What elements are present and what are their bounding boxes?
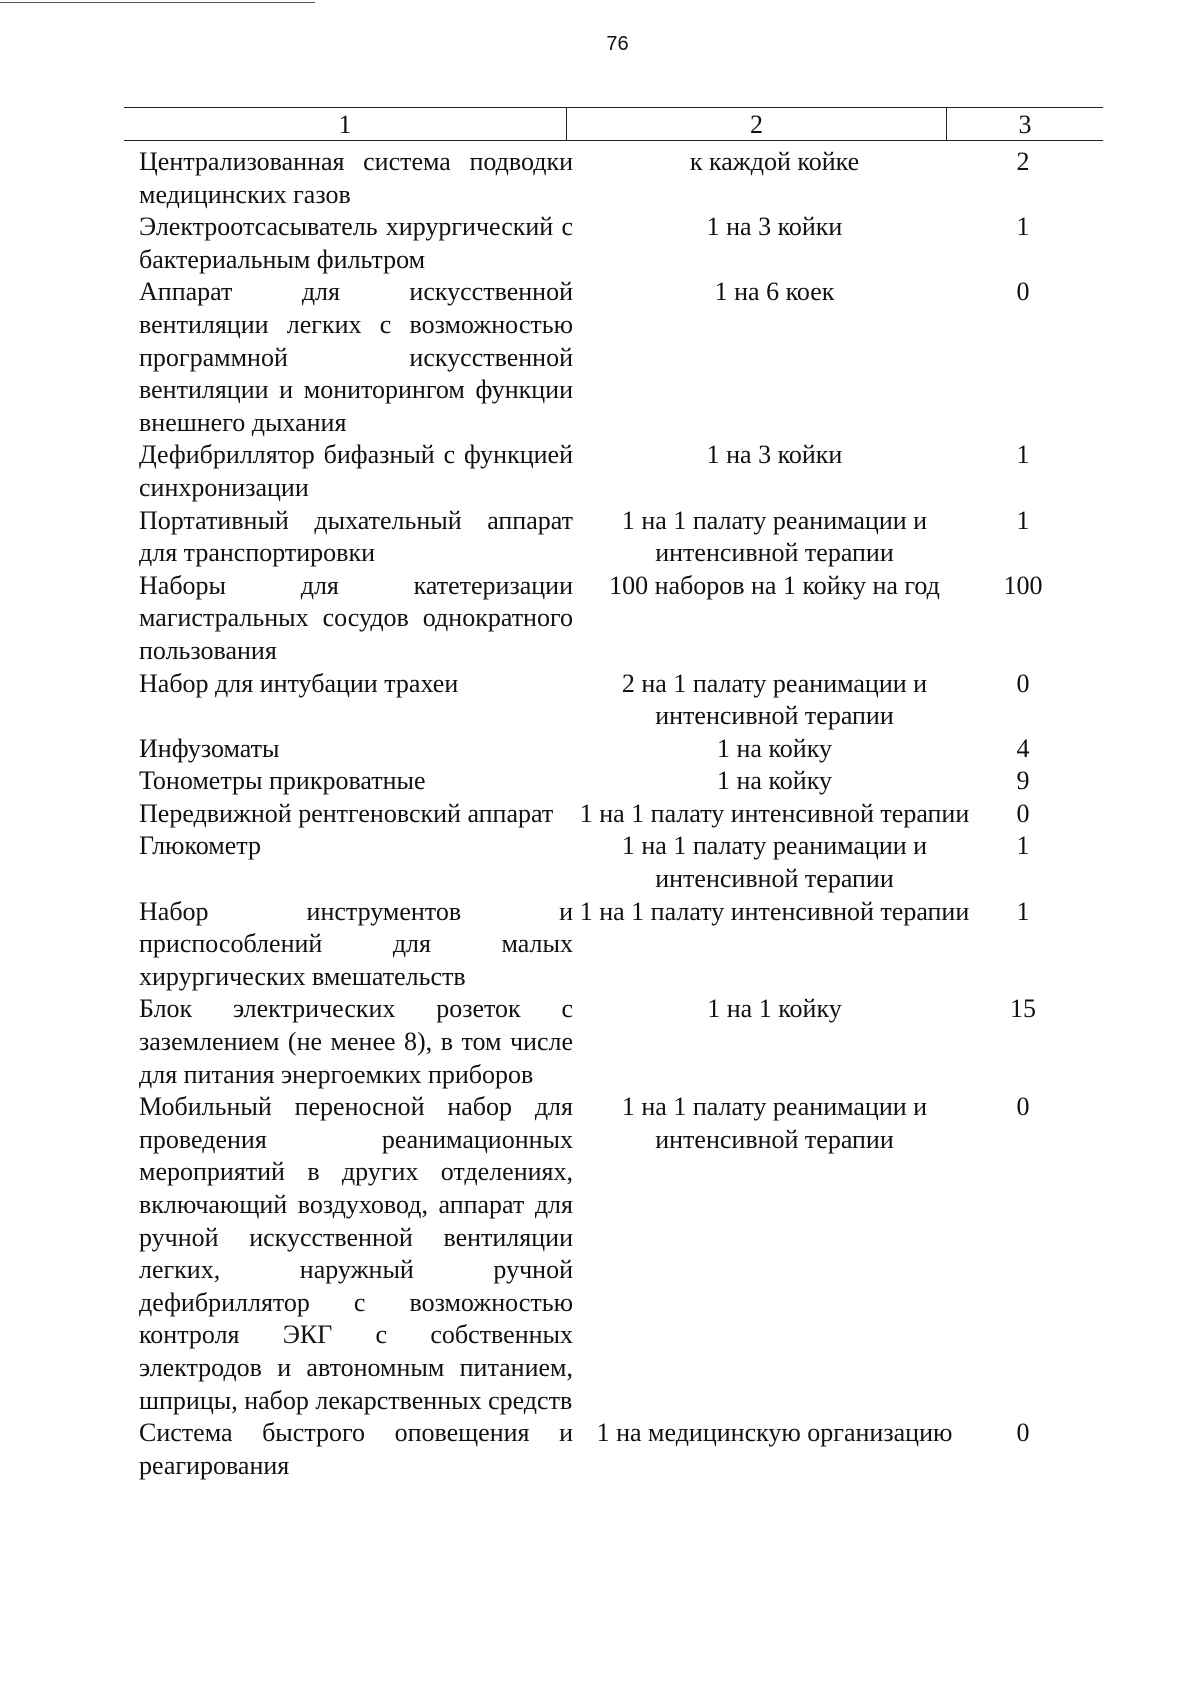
column-header-2: 2: [567, 108, 947, 140]
equipment-quantity-cell: 4: [1016, 733, 1030, 763]
table-row: [124, 211, 1103, 276]
column-header-1: 1: [124, 108, 567, 140]
equipment-quantity-cell: 0: [1016, 798, 1030, 828]
table-row: [124, 896, 1103, 994]
table-header-row: [124, 107, 1103, 141]
equipment-norm-cell: 1 на 1 койку: [707, 994, 842, 1024]
equipment-quantity-cell: 0: [1016, 668, 1030, 698]
equipment-norm-cell: 1 на 1 палату реанимации и интенсивной терапии: [621, 1092, 928, 1154]
equipment-norm-cell: 1 на 1 палату интенсивной терапии: [579, 798, 970, 828]
equipment-quantity-cell: 2: [1016, 147, 1030, 176]
equipment-name-cell: Система быстрого оповещения и реагирования: [139, 1418, 573, 1480]
equipment-norm-cell: 2 на 1 палату реанимации и интенсивной терапии: [621, 668, 928, 731]
equipment-quantity-cell: 100: [1003, 570, 1043, 600]
table-row: [124, 146, 1103, 211]
table-row: [124, 439, 1103, 504]
equipment-name-cell: Мобильный переносной набор для проведения реанимационных мероприятий в других отделениях, включающий воздуховод, аппарат для ручной искусственной вентиляции легких, наружный ручной дефибриллятор с возможностью контроля ЭКГ с собственных электродов и автономным питанием, шприцы, набор лекарственных средств: [139, 1092, 573, 1415]
equipment-quantity-cell: 9: [1016, 766, 1030, 796]
table-row: [124, 570, 1103, 668]
table-row: [124, 993, 1103, 1091]
equipment-norm-cell: 1 на 1 палату реанимации и интенсивной терапии: [621, 505, 928, 568]
equipment-quantity-cell: 1: [1016, 896, 1030, 926]
equipment-norm-cell: 100 наборов на 1 койку на год: [609, 570, 940, 600]
equipment-name-cell: Наборы для катетеризации магистральных сосудов однократного пользования: [139, 570, 573, 665]
equipment-quantity-cell: 15: [1010, 994, 1036, 1024]
equipment-quantity-cell: 0: [1016, 1418, 1030, 1448]
equipment-norm-cell: 1 на койку: [717, 766, 832, 796]
table-row: [124, 798, 1103, 831]
equipment-name-cell: Централизованная система подводки медицинских газов: [139, 147, 573, 209]
equipment-name-cell: Глюкометр: [139, 831, 261, 861]
table-row: [124, 1091, 1103, 1417]
equipment-norm-cell: 1 на 6 коек: [714, 277, 835, 307]
equipment-norm-cell: 1 на 3 койки: [706, 440, 843, 470]
equipment-name-cell: Передвижной рентгеновский аппарат: [139, 798, 554, 828]
table-row: [124, 668, 1103, 733]
equipment-name-cell: Набор инструментов и приспособлений для малых хирургических вмешательств: [139, 896, 573, 991]
equipment-name-cell: Набор для интубации трахеи: [139, 668, 459, 698]
table-row: [124, 505, 1103, 570]
table-row: [124, 276, 1103, 439]
equipment-norm-cell: 1 на койку: [717, 733, 832, 763]
table-row: [124, 1417, 1103, 1482]
equipment-quantity-cell: 0: [1016, 277, 1030, 307]
equipment-quantity-cell: 1: [1016, 831, 1030, 861]
equipment-name-cell: Портативный дыхательный аппарат для транспортировки: [139, 505, 573, 568]
page-number: 76: [606, 33, 629, 55]
column-header-3: 3: [1018, 110, 1032, 139]
table-body: [124, 146, 1103, 1482]
equipment-name-cell: Дефибриллятор бифазный с функцией синхронизации: [139, 440, 573, 502]
equipment-norm-cell: 1 на 3 койки: [706, 212, 843, 242]
equipment-quantity-cell: 1: [1016, 505, 1030, 535]
equipment-name-cell: Тонометры прикроватные: [139, 766, 426, 796]
equipment-quantity-cell: 1: [1016, 440, 1030, 470]
equipment-name-cell: Аппарат для искусственной вентиляции легких с возможностью программной искусственной вентиляции и мониторингом функции внешнего дыхания: [139, 277, 573, 437]
table-row: [124, 733, 1103, 766]
table-row: [124, 830, 1103, 895]
equipment-quantity-cell: 0: [1016, 1092, 1030, 1122]
equipment-name-cell: Электроотсасыватель хирургический с бактериальным фильтром: [139, 212, 573, 274]
equipment-name-cell: Инфузоматы: [139, 733, 280, 763]
equipment-name-cell: Блок электрических розеток с заземлением (не менее 8), в том числе для питания энергоемких приборов: [139, 994, 573, 1089]
equipment-norm-cell: 1 на 1 палату реанимации и интенсивной терапии: [621, 831, 928, 894]
equipment-quantity-cell: 1: [1016, 212, 1030, 242]
equipment-norm-cell: к каждой койке: [689, 147, 860, 176]
top-edge-rule: [0, 2, 315, 3]
equipment-norm-cell: 1 на медицинскую организацию: [596, 1418, 953, 1448]
equipment-norm-cell: 1 на 1 палату интенсивной терапии: [579, 896, 970, 926]
table-row: [124, 765, 1103, 798]
